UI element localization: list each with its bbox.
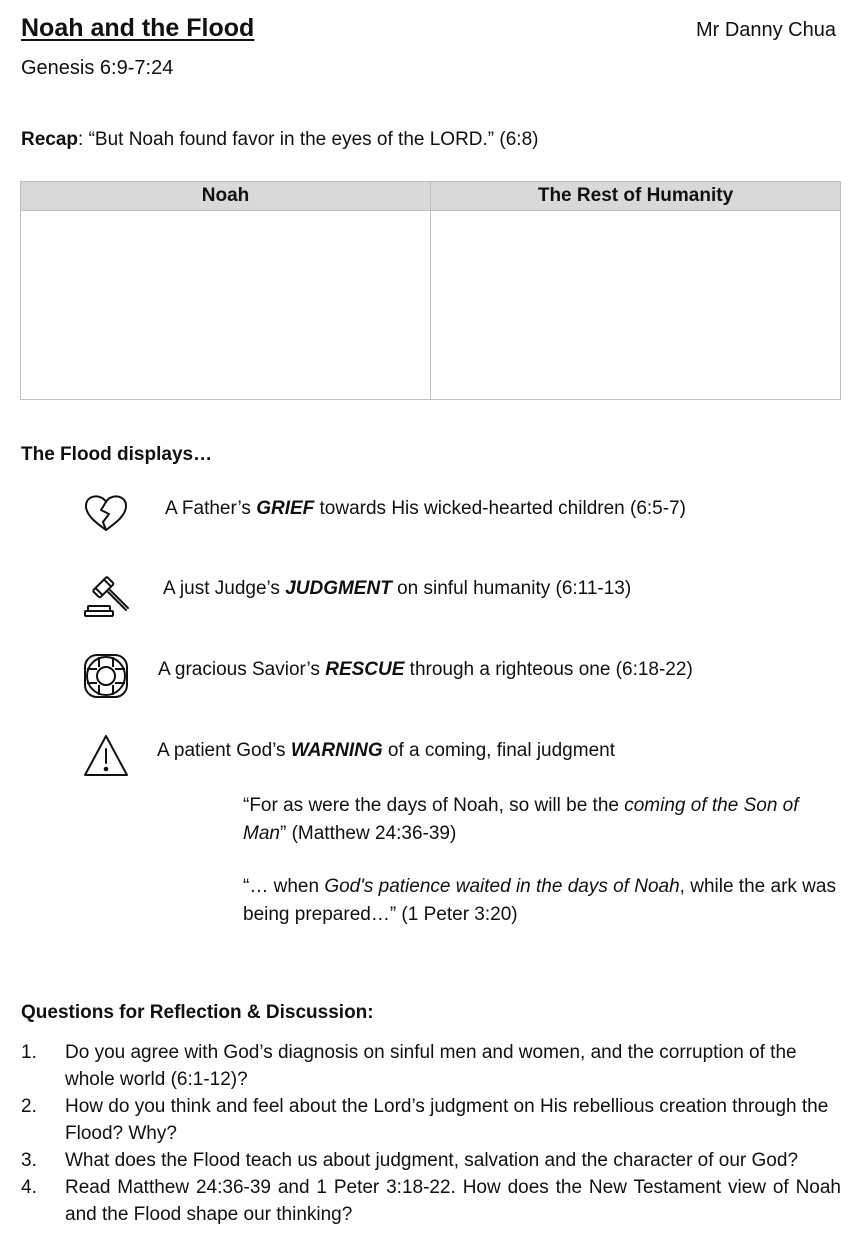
quote-1-peter: “… when God's patience waited in the days of Noah, while the ark was being prepared…” (1 Peter 3:20) (243, 876, 836, 925)
table-cell-rest-of-humanity[interactable] (431, 211, 841, 400)
list-item: 4. Read Matthew 24:36-39 and 1 Peter 3:18-22. How does the New Testament view of Noah and the Flood shape our thinking? (21, 1177, 841, 1225)
column-header-rest-of-humanity: The Rest of Humanity (431, 182, 841, 211)
flood-point-warning: A patient God’s WARNING of a coming, final judgment (157, 740, 615, 761)
questions-list (21, 1039, 841, 1228)
flood-point-rescue: A gracious Savior’s RESCUE through a righteous one (6:18-22) (158, 659, 693, 680)
author-name: Mr Danny Chua (695, 19, 836, 41)
flood-point-grief: A Father’s GRIEF towards His wicked-hearted children (6:5-7) (165, 498, 686, 519)
recap-label: Recap (21, 129, 79, 150)
questions-heading: Questions for Reflection & Discussion: (21, 1002, 374, 1023)
recap-text: : “But Noah found favor in the eyes of the LORD.” (6:8) (78, 129, 539, 150)
comparison-table (20, 181, 841, 400)
broken-heart-icon (82, 488, 130, 536)
table-cell-noah[interactable] (21, 211, 431, 400)
list-item: 3. What does the Flood teach us about judgment, salvation and the character of our God? (21, 1150, 799, 1171)
recap-line (21, 129, 538, 151)
column-header-noah: Noah (21, 182, 431, 211)
quote-matthew: “For as were the days of Noah, so will be the coming of the Son of Man” (Matthew 24:36-39) (243, 795, 799, 844)
flood-section-heading: The Flood displays… (21, 444, 213, 465)
warning-icon (82, 732, 130, 780)
table-header-row (21, 182, 841, 211)
lifebuoy-icon (82, 652, 130, 700)
table-row (21, 211, 841, 400)
page-title: Noah and the Flood (21, 14, 255, 42)
list-item: 2. How do you think and feel about the Lord’s judgment on His rebellious creation through the Flood? Why? (21, 1096, 829, 1144)
flood-point-judgment: A just Judge’s JUDGMENT on sinful humanity (6:11-13) (163, 578, 632, 599)
gavel-icon (82, 570, 130, 618)
scripture-reference: Genesis 6:9-7:24 (21, 57, 174, 79)
list-item: 1. Do you agree with God’s diagnosis on sinful men and women, and the corruption of the whole world (6:1-12)? (21, 1042, 797, 1090)
